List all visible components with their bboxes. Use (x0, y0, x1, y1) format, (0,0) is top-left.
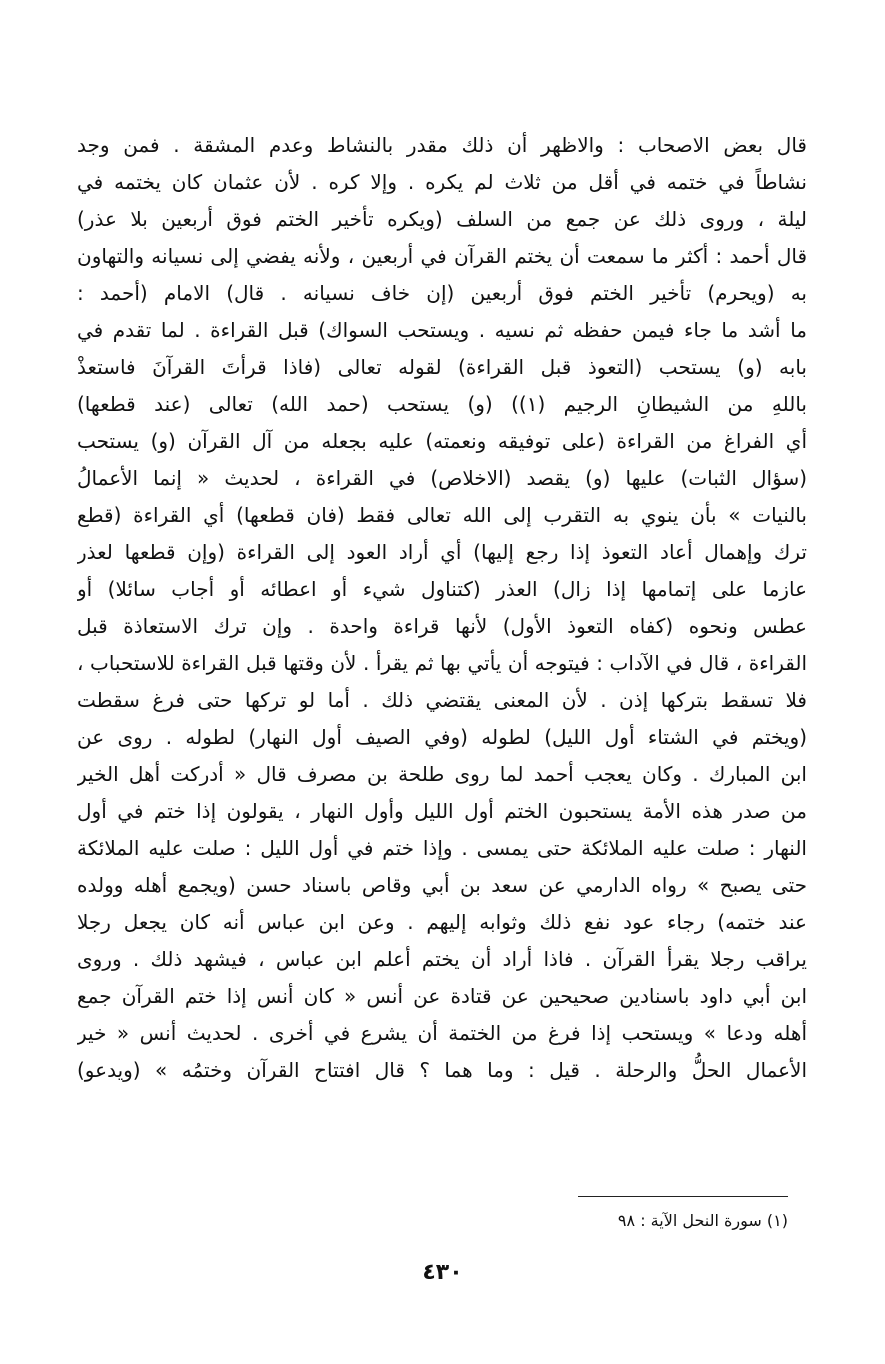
page-number: ٤٣٠ (422, 1260, 463, 1285)
text-line: عازما على إتمامها إذا زال) العذر (كتناول شيء أو اعطائه أو أجاب سائلا) أو (77, 577, 807, 601)
text-line: (ويختم في الشتاء أول الليل) لطوله (وفي الصيف أول النهار) لطوله . روى عن (77, 725, 807, 749)
text-line: قال أحمد : أكثر ما سمعت أن يختم القرآن في أربعين ، ولأنه يفضي إلى نسيانه والتهاون (77, 244, 807, 268)
text-line: الأعمال الحلُّ والرحلة . قيل : وما هما ؟ قال افتتاح القرآن وختمُه » (ويدعو) (77, 1058, 807, 1082)
footnote: (١) سورة النحل الآية : ٩٨ (617, 1211, 788, 1230)
text-line: باللهِ من الشيطانِ الرجيم (١)) (و) يستحب (حمد الله) تعالى (عند قطعها) (77, 392, 807, 416)
text-line: القراءة ، قال في الآداب : فيتوجه أن يأتي بها ثم يقرأ . لأن وقتها قبل القراءة للاستحباب ، (77, 651, 807, 675)
text-line: ابن المبارك . وكان يعجب أحمد لما روى طلحة بن مصرف قال « أدركت أهل الخير (77, 762, 807, 786)
text-line: ليلة ، وروى ذلك عن جمع من السلف (ويكره تأخير الختم فوق أربعين بلا عذر) (77, 207, 807, 231)
footnote-divider (578, 1196, 788, 1197)
text-line: ما أشد ما جاء فيمن حفظه ثم نسيه . ويستحب السواك) قبل القراءة . لما تقدم في (77, 318, 807, 342)
text-line: بالنيات » بأن ينوي به التقرب إلى الله تعالى فقط (فان قطعها) أي القراءة (قطع (77, 503, 807, 527)
text-line: عطس ونحوه (كفاه التعوذ الأول) لأنها قراءة واحدة . وإن ترك الاستعاذة قبل (77, 614, 807, 638)
text-line: ترك وإهمال أعاد التعوذ إذا رجع إليها) أي أراد العود إلى القراءة (وإن قطعها لعذر (77, 540, 807, 564)
text-line: أي الفراغ من القراءة (على توفيقه ونعمته) عليه بجعله من آل القرآن (و) يستحب (77, 429, 807, 453)
text-line: النهار : صلت عليه الملائكة حتى يمسى . وإذا ختم في أول الليل : صلت عليه الملائكة (77, 836, 807, 860)
text-line: ابن أبي داود باسنادين صحيحين عن قتادة عن أنس « كان أنس إذا ختم القرآن جمع (77, 984, 807, 1008)
text-line: يراقب رجلا يقرأ القرآن . فاذا أراد أن يختم أعلم ابن عباس ، فيشهد ذلك . وروى (77, 947, 807, 971)
text-line: قال بعض الاصحاب : والاظهر أن ذلك مقدر بالنشاط وعدم المشقة . فمن وجد (77, 133, 807, 157)
text-line: نشاطاً في ختمه في أقل من ثلاث لم يكره . وإلا كره . لأن عثمان كان يختمه في (77, 170, 807, 194)
text-line: فلا تسقط بتركها إذن . لأن المعنى يقتضي ذلك . أما لو تركها حتى فرغ سقطت (77, 688, 807, 712)
text-line: عند ختمه) رجاء عود نفع ذلك وثوابه إليهم . وعن ابن عباس أنه كان يجعل رجلا (77, 910, 807, 934)
main-text (77, 127, 807, 1089)
text-line: من صدر هذه الأمة يستحبون الختم أول الليل وأول النهار ، يقولون إذا ختم في أول (77, 799, 807, 823)
text-line: حتى يصبح » رواه الدارمي عن سعد بن أبي وقاص باسناد حسن (ويجمع أهله وولده (77, 873, 807, 897)
text-line: أهله ودعا » ويستحب إذا فرغ من الختمة أن يشرع في أخرى . لحديث أنس « خير (77, 1021, 807, 1045)
text-line: به (ويحرم) تأخير الختم فوق أربعين (إن خاف نسيانه . قال) الامام (أحمد : (77, 281, 807, 305)
text-line: (سؤال الثبات) عليها (و) يقصد (الاخلاص) في القراءة ، لحديث « إنما الأعمالُ (77, 466, 807, 490)
text-line: بابه (و) يستحب (التعوذ قبل القراءة) لقوله تعالى (فاذا قرأتَ القرآنَ فاستعذْ (77, 355, 807, 379)
